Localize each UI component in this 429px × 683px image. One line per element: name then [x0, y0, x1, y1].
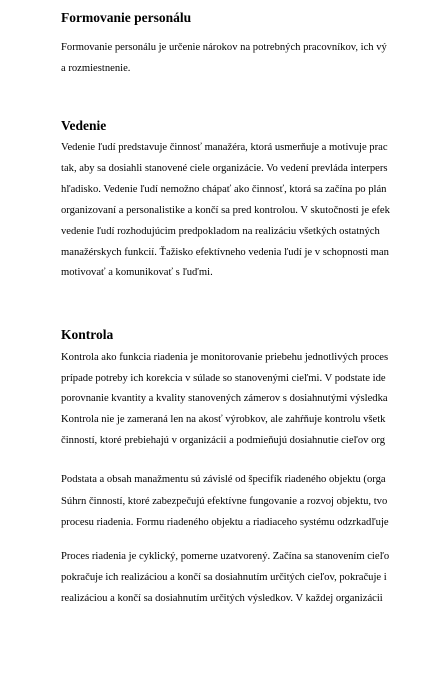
- paragraph-line: Podstata a obsah manažmentu sú závislé od špecifík riadeného objektu (orga: [61, 474, 386, 485]
- paragraph-line: manažérskych funkcií. Ťažisko efektívneho vedenia ľudí je v schopnosti man: [61, 247, 389, 258]
- paragraph-line: činností, ktoré prebiehajú v organizácii a podmieňujú dosiahnutie cieľov org: [61, 435, 385, 446]
- paragraph-line: Kontrola nie je zameraná len na akosť výrobkov, ale zahŕňuje kontrolu všetk: [61, 414, 386, 425]
- section-heading-kontrola: Kontrola: [61, 327, 114, 342]
- paragraph-line: hľadisko. Vedenie ľudí nemožno chápať ako činnosť, ktorá sa začína po plán: [61, 184, 387, 195]
- paragraph-line: prípade potreby ich korekcia v súlade so stanovenými cieľmi. V podstate ide: [61, 373, 386, 384]
- paragraph-line: Formovanie personálu je určenie nárokov na potrebných pracovníkov, ich vý: [61, 42, 387, 53]
- paragraph-line: Proces riadenia je cyklický, pomerne uzatvorený. Začína sa stanovením cieľo: [61, 551, 390, 562]
- paragraph-line: pokračuje ich realizáciou a končí sa dosiahnutím určitých cieľov, pokračuje i: [61, 572, 387, 583]
- section-heading-formovanie: Formovanie personálu: [61, 10, 192, 25]
- paragraph-line: Súhrn činností, ktoré zabezpečujú efektívne fungovanie a rozvoj objektu, tvo: [61, 496, 388, 507]
- paragraph-line: procesu riadenia. Formu riadeného objektu a riadiaceho systému odzrkadľuje: [61, 517, 389, 528]
- paragraph-line: Kontrola ako funkcia riadenia je monitorovanie priebehu jednotlivých proces: [61, 352, 389, 363]
- paragraph-line: realizáciou a končí sa dosiahnutím určitých výsledkov. V každej organizácii: [61, 593, 383, 604]
- paragraph-line: vedenie ľudí rozhodujúcim predpokladom na realizáciu všetkých ostatných: [61, 226, 380, 237]
- paragraph-line: motivovať a komunikovať s ľuďmi.: [61, 267, 213, 278]
- paragraph-line: organizovaní a personalistike a končí sa pred kontrolou. V skutočnosti je efek: [61, 205, 390, 216]
- paragraph-line: a rozmiestnenie.: [61, 63, 131, 74]
- section-heading-vedenie: Vedenie: [61, 118, 107, 133]
- paragraph-line: tak, aby sa dosiahli stanovené ciele organizácie. Vo vedení prevláda interpers: [61, 163, 388, 174]
- paragraph-line: porovnanie kvantity a kvality stanovených zámerov s dosiahnutými výsledka: [61, 393, 388, 404]
- paragraph-line: Vedenie ľudí predstavuje činnosť manažéra, ktorá usmerňuje a motivuje prac: [61, 142, 388, 153]
